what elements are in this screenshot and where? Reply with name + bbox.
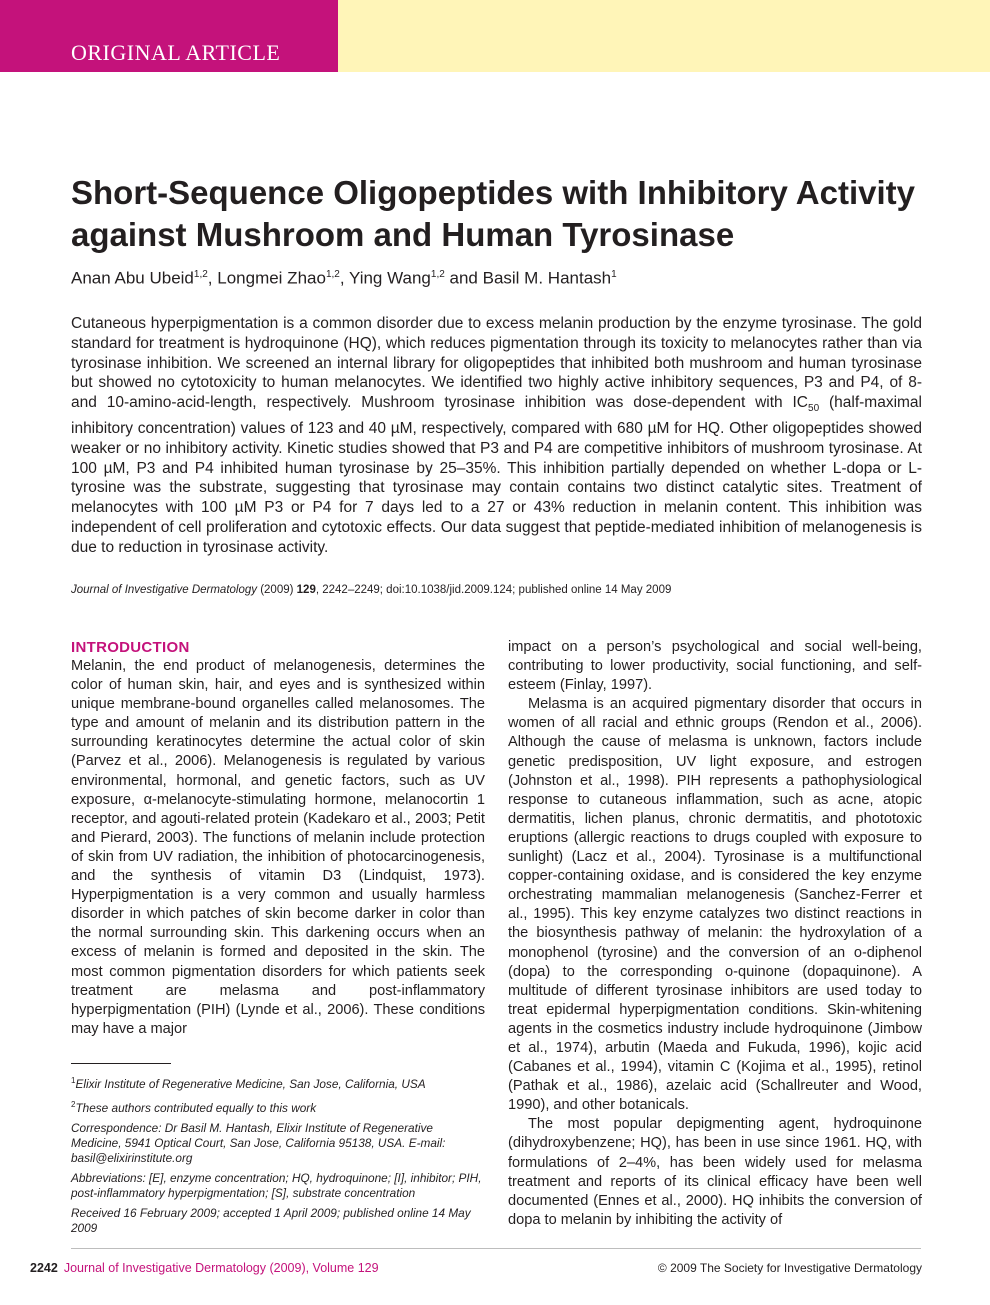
article-type-label: ORIGINAL ARTICLE — [71, 40, 281, 65]
section-heading: INTRODUCTION — [71, 639, 190, 656]
abstract-subscript: 50 — [808, 403, 820, 415]
banner-yellow-block — [338, 0, 990, 72]
abstract-text: (half-maximal inhibitory concentration) values of 123 and 40 µM, respectively, compared with 680 µM for HQ. Other oligopeptides showed weaker or no inhibitory activity. Kinetic studies showed that P3 and P4 are competitive inhibitors of mushroom tyrosinase. At 100 µM, P3 and P4 inhibited human tyrosinase by 25–35%. This inhibition partially depended on whether L-dopa or L-tyrosine was the substrate, suggesting that tyrosinase may contain contains two distinct catalytic sites. Treatment of melanocytes with 100 µM P3 or P4 for 7 days led to a 27 or 43% reduction in melanin content. This inhibition was independent of cell proliferation and cytotoxic effects. Our data suggest that peptide-mediated inhibition of melanogenesis is due to reduction in tyrosinase activity. — [71, 394, 922, 556]
author-name: Anan Abu Ubeid — [71, 268, 194, 288]
author-list — [71, 263, 921, 291]
right-column — [508, 638, 922, 1230]
author-affiliation: 1,2 — [325, 269, 340, 280]
left-column — [71, 638, 485, 1039]
author-name: Basil M. Hantash — [482, 268, 612, 288]
abstract-text: Cutaneous hyperpigmentation is a common disorder due to excess melanin production by the enzyme tyrosinase. The gold standard for treatment is hydroquinone (HQ), which reduces pigmentation through its toxicity to melanocytes rather than via tyrosinase inhibition. We screened an internal library for oligopeptides that inhibited both mushroom and human tyrosinase but showed no cytotoxicity to human melanocytes. We identified two highly active inhibitory sequences, P3 and P4, of 8- and 10-amino-acid-length, respectively. Mushroom tyrosinase inhibition was dose-dependent with IC — [71, 315, 922, 412]
body-paragraph: The most popular depigmenting agent, hydroquinone (dihydroxybenzene; HQ), has been in use since 1961. HQ, with formulations of 2–4%, has been widely used for melasma treatment and reports of its clinical efficacy have been well documented (Ennes et al., 2000). HQ inhibits the conversion of dopa to melanin by inhibiting the activity of — [508, 1116, 922, 1228]
abstract — [71, 314, 922, 558]
footnote-text: Correspondence: Dr Basil M. Hantash, Elixir Institute of Regenerative Medicine, 5941 Optical Court, San Jose, California 95138, USA. E-mail: basil@elixirinstitute.org — [71, 1120, 446, 1165]
footer-divider — [71, 1248, 921, 1249]
citation-volume: 129 — [296, 584, 316, 596]
citation-line — [71, 582, 921, 598]
body-paragraph: Melanin, the end product of melanogenesis, determines the color of human skin, hair, and eyes and is synthesized within unique membrane-bound organelles called melanosomes. The type and amount of melanin and its distribution pattern in the surrounding keratinocytes determine the actual color of skin (Parvez et al., 2006). Melanogenesis is regulated by various environmental, hormonal, and genetic factors, such as UV exposure, α-melanocyte-stimulating hormone, melanocortin 1 receptor, and agouti-related protein (Kadekaro et al., 2003; Petit and Pierard, 2003). The functions of melanin include protection of skin from UV radiation, the inhibition of photocarcinogenesis, and the synthesis of vitamin D3 (Lindquist, 1973). Hyperpigmentation is a very common and usually harmless disorder in which patches of skin become darker in color than the normal surrounding skin. This darkening occurs when an excess of melanin is formed and deposited in the skin. The most common pigmentation disorders for which patients seek treatment are melasma and post-inflammatory hyperpigmentation (PIH) (Lynde et al., 2006). These conditions may have a major — [71, 658, 485, 1037]
footnote-text: Elixir Institute of Regenerative Medicine, San Jose, California, USA — [75, 1076, 426, 1091]
footer-copyright: © 2009 The Society for Investigative Dermatology — [657, 1261, 922, 1275]
footnote-text: These authors contributed equally to this work — [75, 1100, 317, 1115]
footer-journal: Journal of Investigative Dermatology (2009), Volume 129 — [63, 1261, 379, 1275]
author-separator: , — [207, 268, 218, 288]
page-number: 2242 — [30, 1261, 58, 1275]
citation-year: (2009) — [257, 584, 297, 596]
footnote — [71, 1073, 485, 1092]
footnote-divider — [71, 1063, 171, 1064]
footnote-marker: 2 — [71, 1099, 76, 1109]
body-paragraph: Melasma is an acquired pigmentary disorder that occurs in women of all racial and ethnic groups (Rendon et al., 2006). Although the cause of melasma is unknown, factors include genetic predisposition, UV light exposure, and estrogen (Johnston et al., 1998). PIH represents a pathophysiological response to cutaneous inflammation, such as acne, atopic dermatitis, lichen planus, chronic dermatitis, and phototoxic eruptions (allergic reactions to drugs coupled with exposure to sunlight) (Lacz et al., 2004). Tyrosinase is a multifunctional copper-containing oxidase, and is considered the key enzyme orchestrating mammalian melanogenesis (Sanchez-Ferrer et al., 1995). This key enzyme catalyzes two distinct reactions in the biosynthesis pathway of melanin: the hydroxylation of a monophenol (tyrosine) and the conversion of an o-diphenol (dopa) to the corresponding o-quinone (dopaquinone). A multitude of different tyrosinase inhibitors are used today to treat epidermal hyperpigmentation conditions. Skin-whitening agents in the cosmetics industry include hydroquinone (Jimbow et al., 1974), arbutin (Maeda and Fukuda, 1996), kojic acid (Cabanes et al., 1994), vitamin C (Kojima et al., 1995), retinol (Pathak et al., 1986), azelaic acid (Schallreuter and Wood, 1990), and other botanicals. — [508, 696, 922, 1114]
author-affiliation: 1 — [611, 269, 617, 280]
author-affiliation: 1,2 — [430, 269, 445, 280]
author-separator: and — [444, 268, 483, 288]
footer-left — [30, 1259, 379, 1277]
article-title: Short-Sequence Oligopeptides with Inhibitory Activity against Mushroom and Human Tyrosinase — [71, 174, 916, 253]
footnote-text: Abbreviations: [E], enzyme concentration; HQ, hydroquinone; [I], inhibitor; PIH, post-inflammatory hyperpigmentation; [S], substrate concentration — [71, 1170, 482, 1200]
author-name: Longmei Zhao — [217, 268, 326, 288]
citation-journal: Journal of Investigative Dermatology — [71, 584, 258, 596]
footnote-text: Received 16 February 2009; accepted 1 April 2009; published online 14 May 2009 — [71, 1205, 471, 1235]
citation-details: , 2242–2249; doi:10.1038/jid.2009.124; published online 14 May 2009 — [315, 584, 672, 596]
author-separator: , — [339, 268, 349, 288]
footnote — [71, 1171, 485, 1201]
footnotes — [71, 1073, 485, 1241]
author-affiliation: 1,2 — [193, 269, 208, 280]
footnote — [71, 1121, 485, 1166]
footnote — [71, 1097, 485, 1116]
footnote — [71, 1206, 485, 1236]
author-name: Ying Wang — [348, 268, 431, 288]
body-paragraph: impact on a person’s psychological and social well-being, contributing to lower productivity, social functioning, and self-esteem (Finlay, 1997). — [508, 639, 922, 694]
footnote-marker: 1 — [71, 1076, 76, 1085]
